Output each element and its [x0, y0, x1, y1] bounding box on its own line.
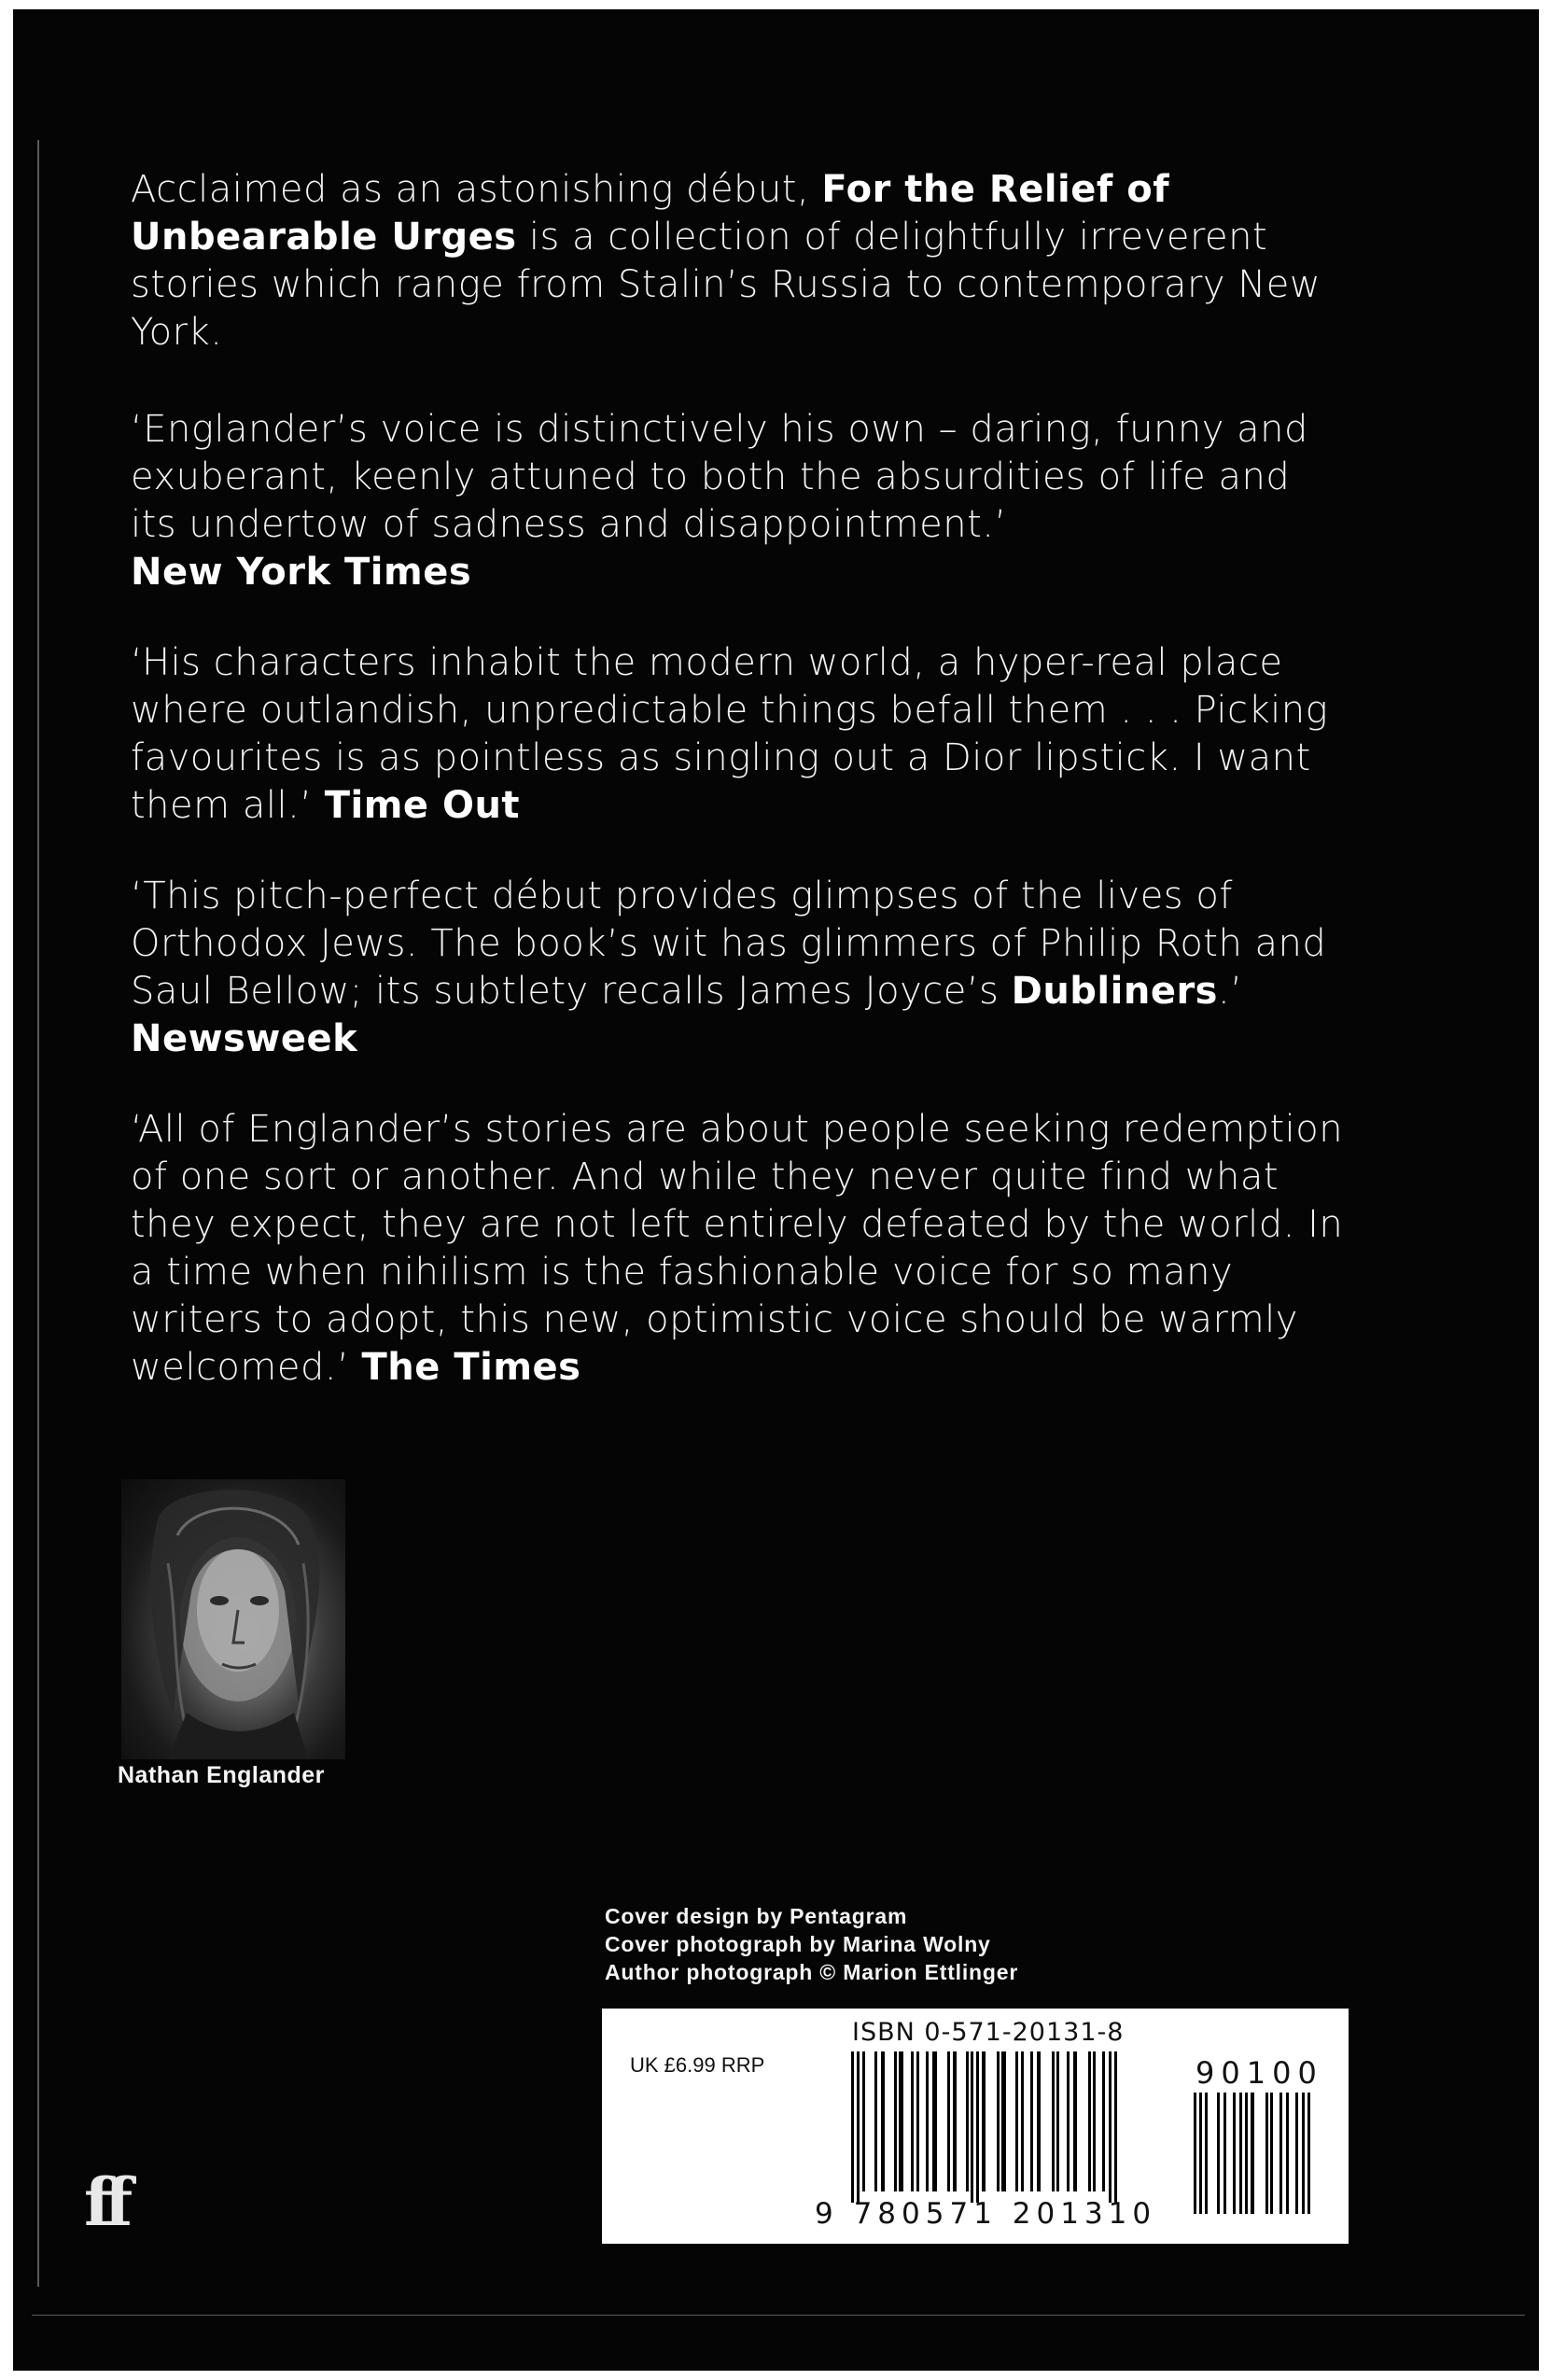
author-photo — [121, 1479, 345, 1759]
barcode-bar — [1052, 2051, 1055, 2191]
barcode-bar — [997, 2051, 1000, 2191]
barcode-bar — [976, 2051, 979, 2203]
review-the-times — [131, 1106, 1344, 1392]
barcode-bar — [857, 2051, 860, 2203]
barcode-bar — [862, 2051, 865, 2191]
barcode-bar — [894, 2051, 897, 2191]
barcode-bar — [1223, 2093, 1226, 2214]
credit-line: Cover design by Pentagram — [605, 1904, 908, 1928]
barcode-bar — [1217, 2093, 1220, 2214]
barcode-bar — [881, 2051, 885, 2191]
review-source: The Times — [361, 1346, 581, 1389]
barcode-bar — [926, 2051, 929, 2191]
review-newsweek — [131, 873, 1344, 1063]
barcode-bar — [932, 2051, 937, 2191]
price-label: UK £6.99 RRP — [630, 2053, 765, 2077]
barcode-bar — [1302, 2093, 1305, 2214]
barcode-bar — [1199, 2093, 1202, 2214]
barcode-bar — [1073, 2051, 1077, 2191]
barcode-bar — [1056, 2051, 1059, 2191]
barcode-bar — [982, 2051, 986, 2191]
isbn-label: ISBN 0-571-20131-8 — [852, 2018, 1125, 2047]
barcode-bar — [911, 2051, 914, 2191]
review-source: New York Times — [131, 551, 472, 594]
addon-barcode — [1192, 2093, 1332, 2233]
barcode-bar — [947, 2051, 950, 2191]
review-timeout — [131, 639, 1344, 830]
barcode-bar — [971, 2051, 973, 2203]
credits-block — [605, 1902, 1018, 1986]
barcode-bar — [851, 2051, 854, 2203]
barcode-bar — [1015, 2051, 1018, 2191]
author-portrait-image — [121, 1479, 345, 1759]
barcode-bar — [966, 2051, 969, 2191]
barcode-bar — [1114, 2051, 1117, 2203]
barcode-bar — [1233, 2093, 1236, 2214]
barcode-bar — [1021, 2051, 1024, 2191]
barcode-bar — [1239, 2093, 1242, 2214]
barcode-bar — [899, 2051, 903, 2191]
barcode-bar — [1251, 2093, 1254, 2214]
barcode-bar — [1307, 2093, 1310, 2214]
addon-number: 90100 — [1195, 2055, 1323, 2091]
review-quote: ‘All of Englander’s stories are about people seeking redemption of one sort or another. And while they never quite find what they expect, they are not left entirely defeated by the world. In a time when nihilism is the fashionable voice for so many writers to adopt, this new, optimistic voice should be warmly welcomed.’ — [131, 1108, 1344, 1389]
barcode-bar — [1270, 2093, 1273, 2214]
publisher-logo: ff — [84, 2163, 126, 2241]
barcode-bar — [1037, 2051, 1041, 2191]
barcode-bar — [874, 2051, 877, 2191]
intro-blurb — [131, 166, 1344, 357]
barcode-bar — [1030, 2051, 1033, 2191]
book-title: For the Relief of Unbearable Urges — [131, 168, 1170, 259]
barcode-bar — [953, 2051, 957, 2191]
barcode-bar — [1194, 2093, 1196, 2214]
barcode-label — [602, 2009, 1349, 2244]
review-quote: ‘His characters inhabit the modern world, a hyper-real place where outlandish, unpredictable things befall them . . . Picking favourites is as pointless as singling out a Dior lipstick. I want them all.’ — [131, 641, 1329, 827]
barcode-bar — [1265, 2093, 1268, 2214]
barcode-bar — [1102, 2051, 1105, 2191]
barcode-bar — [1088, 2051, 1091, 2191]
barcode-bar — [1001, 2051, 1006, 2191]
review-source: Newsweek — [131, 1017, 358, 1060]
ean-number: 9 780571 201310 — [815, 2197, 1157, 2231]
barcode-bar — [1205, 2093, 1208, 2214]
barcode-bar — [1295, 2093, 1298, 2214]
review-quote: ‘This pitch-perfect début provides glimpses of the lives of Orthodox Jews. The book’s wit has glimmers of Philip Roth and Saul Bellow; its subtlety recalls James Joyce’s — [131, 875, 1327, 1013]
review-nyt — [131, 406, 1344, 596]
credit-line: Author photograph © Marion Ettlinger — [605, 1960, 1019, 1984]
book-reference: Dubliners — [1011, 970, 1218, 1013]
review-quote-end: .’ — [1217, 970, 1243, 1013]
cover-edge-line — [37, 140, 39, 2287]
barcode-bar — [1067, 2051, 1070, 2191]
barcode-bar — [1279, 2093, 1282, 2214]
barcode-bar — [1245, 2093, 1248, 2214]
intro-text-end: is a collection of delightfully irreverent stories which range from Stalin’s Russia to contemporary New York. — [131, 216, 1321, 354]
review-source: Time Out — [324, 784, 521, 827]
barcode-bar — [1093, 2051, 1096, 2191]
barcode-bar — [916, 2051, 919, 2191]
review-quote: ‘Englander’s voice is distinctively his own – daring, funny and exuberant, keenly attuned to both the absurdities of life and its undertow of sadness and disappointment.’ — [131, 408, 1308, 546]
barcode-bar — [1286, 2093, 1289, 2214]
barcode-bar — [1109, 2051, 1112, 2203]
author-caption: Nathan Englander — [118, 1762, 325, 1788]
cover-bottom-line — [32, 2315, 1525, 2316]
intro-text-start: Acclaimed as an astonishing début, — [131, 168, 822, 211]
credit-line: Cover photograph by Marina Wolny — [605, 1932, 991, 1956]
